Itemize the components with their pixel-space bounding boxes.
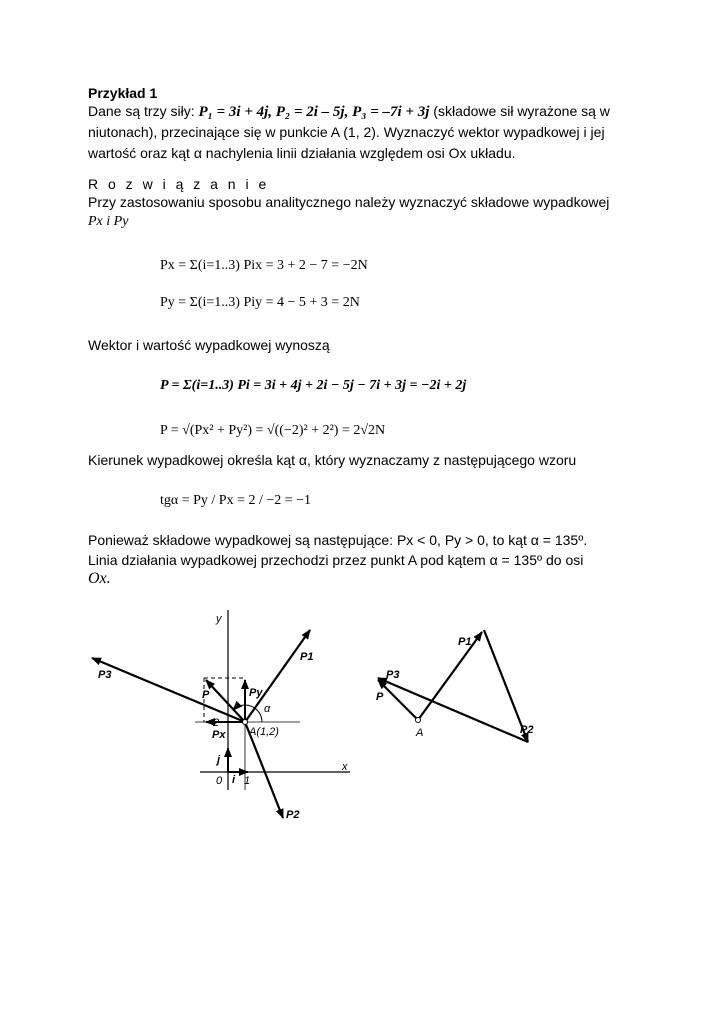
label-p1: P1 [300,651,314,663]
solution-line-1: Przy zastosowaniu sposobu analitycznego należy wyznaczyć składowe wypadkowej [88,194,610,210]
label-tick-2: 2 [213,717,220,729]
label-unit-i: i [232,774,236,786]
label-unit-j: j [217,754,221,766]
label-tick-1: 1 [244,775,251,787]
formula-magnitude: P = √(Px² + Py²) = √((−2)² + 2²) = 2√2N [160,423,386,438]
polygon-label-p3: P3 [386,669,400,681]
label-px: Px [212,729,226,741]
problem-line-2: niutonach), przecinające się w punkcie A (1, 2). Wyznaczyć wektor wypadkowej i jej [88,124,605,140]
polygon-point-a [416,718,421,723]
label-alpha: α [264,703,271,715]
polygon-label-p: P [376,691,384,703]
problem-suffix: (składowe sił wyrażone są w [433,103,610,119]
label-py: Py [249,687,263,699]
problem-line-3: wartość oraz kąt α nachylenia linii działania względem osi Ox układu. [88,145,516,161]
conclusion-line-2: Linia działania wypadkowej przechodzi przez punkt A pod kątem α = 135º do osi [88,552,584,568]
solution-line-2: Px i Py [88,214,129,229]
conclusion-line-1: Ponieważ składowe wypadkowej są następujące: Px < 0, Py > 0, to kąt α = 135º. [88,532,588,548]
formula-vector: P = Σ(i=1..3) Pi = 3i + 4j + 2i − 5j − 7i + 3j = −2i + 2j [160,378,467,393]
conclusion-line-3: Ox. [88,570,111,587]
solution-heading: R o z w i ą z a n i e [88,176,270,192]
label-p3: P3 [98,669,112,681]
label-origin: 0 [216,775,223,787]
example-title: Przykład 1 [88,85,158,101]
forces-text: P₁ = 3i + 4j, P₂ = 2i – 5j, P₃ = –7i + 3j [198,104,430,120]
polygon-label-p2: P2 [520,724,534,736]
formula-tg: tgα = Py / Px = 2 / −2 = −1 [160,493,312,508]
formula-py: Py = Σ(i=1..3) Piy = 4 − 5 + 3 = 2N [160,295,360,310]
problem-intro: Dane są trzy siły: [88,103,195,119]
polygon-label-p1: P1 [458,636,472,648]
vector-intro: Wektor i wartość wypadkowej wynoszą [88,337,330,353]
label-p: P [202,689,210,701]
polygon-label-a: A [416,727,424,739]
formula-px: Px = Σ(i=1..3) Pix = 3 + 2 − 7 = −2N [160,258,368,273]
polygon-p1-arrow [418,632,482,720]
label-p2: P2 [286,809,300,821]
label-y-axis: y [216,613,222,625]
label-x-axis: x [342,761,348,773]
direction-intro: Kierunek wypadkowej określa kąt α, który wyznaczamy z następującego wzoru [88,452,577,468]
label-point-a: A(1,2) [249,726,279,738]
